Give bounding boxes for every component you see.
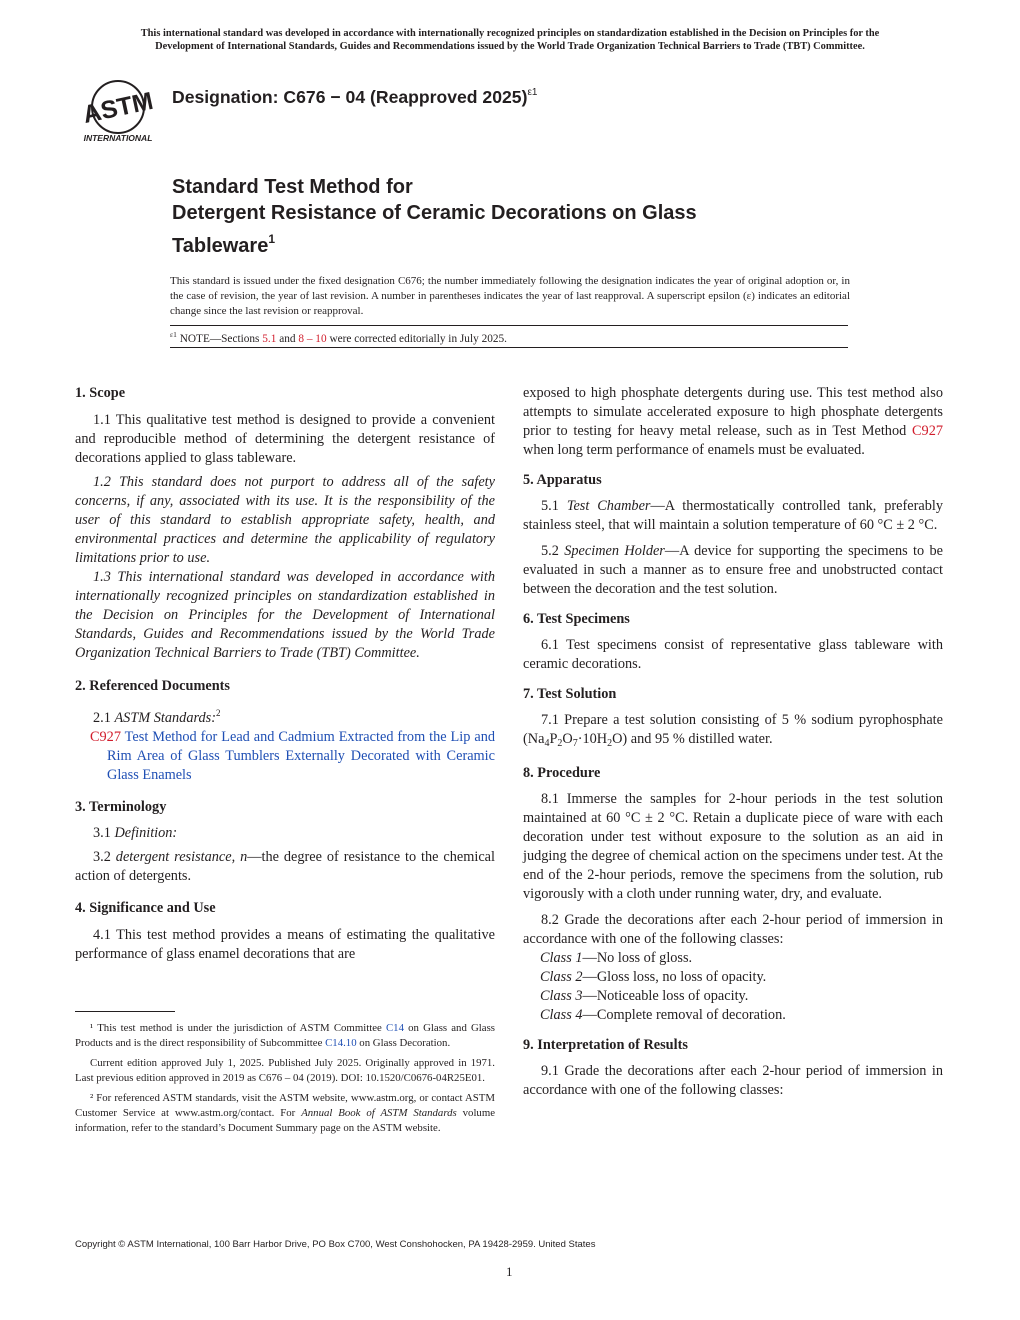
class-4-text: —Complete removal of decoration. bbox=[582, 1007, 786, 1023]
para-9-1: 9.1 Grade the decorations after each 2-hour period of immersion in accordance with one of the following classes: bbox=[523, 1063, 943, 1098]
class-1-text: —No loss of gloss. bbox=[582, 950, 693, 966]
class-4-label: Class 4 bbox=[540, 1007, 583, 1023]
footnote-1 bbox=[75, 1021, 495, 1051]
formula-p: P bbox=[549, 731, 558, 747]
footnote-edition: Current edition approved July 1, 2025. Published July 2025. Originally approved in 1971. Last previous edition approved in 2019 as C676 – 04 (2019). DOI: 10.1520/C0676-04R25E01. bbox=[75, 1057, 495, 1084]
section-7-heading: 7. Test Solution bbox=[523, 686, 617, 702]
reference-c927[interactable] bbox=[75, 728, 495, 785]
para-5-2 bbox=[523, 542, 943, 599]
section-9-heading: 9. Interpretation of Results bbox=[523, 1037, 688, 1053]
sub-o: 7 bbox=[572, 738, 578, 749]
class-2-label: Class 2 bbox=[540, 969, 583, 985]
footnote-divider bbox=[75, 1011, 175, 1012]
right-column bbox=[523, 384, 943, 1100]
fn1-link-c14[interactable]: C14 bbox=[385, 1022, 404, 1034]
divider-top bbox=[170, 325, 848, 326]
para-8-2: 8.2 Grade the decorations after each 2-hour period of immersion in accordance with one of the following classes: bbox=[523, 912, 943, 947]
class-item-3 bbox=[523, 987, 943, 1006]
para-2-1-sup: 2 bbox=[216, 708, 221, 718]
para-1-1: 1.1 This qualitative test method is designed to provide a convenient and reproducible method of determining the detergent resistance of decorations applied to glass tableware. bbox=[75, 412, 495, 466]
section-2-heading: 2. Referenced Documents bbox=[75, 678, 230, 694]
class-3-text: —Noticeable loss of opacity. bbox=[582, 988, 749, 1004]
section-6-heading: 6. Test Specimens bbox=[523, 611, 630, 627]
para-4-1: 4.1 This test method provides a means of estimating the qualitative performance of glass enamel decorations that are bbox=[75, 926, 495, 962]
fn2-italic: Annual Book of ASTM Standards bbox=[301, 1107, 457, 1119]
para-5-2-text: —A device for supporting the specimens to be evaluated in such a manner as to ensure free and unobstructed contact between the decoration and the test solution. bbox=[523, 543, 944, 597]
title-line-1: Standard Test Method for bbox=[172, 176, 413, 198]
sub-na: 4 bbox=[544, 738, 550, 749]
sub-h: 2 bbox=[607, 738, 613, 749]
section-5-heading: 5. Apparatus bbox=[523, 472, 602, 488]
para-3-2-num: 3.2 bbox=[93, 848, 111, 865]
para-7-1-b: O) and 95 % distilled water. bbox=[612, 731, 773, 747]
fn2-a: ² For referenced ASTM standards, visit the ASTM website, www.astm.org, or contact ASTM Customer Service at www.astm.org/contact. For bbox=[75, 1092, 495, 1119]
note-and: and bbox=[279, 332, 296, 345]
title-line-3-text: Tableware bbox=[172, 235, 269, 257]
divider-bottom bbox=[170, 347, 848, 348]
notice-line-2: Development of International Standards, Guides and Recommendations issued by the World Trade Organization Technical Barriers to Trade (TBT) Committee. bbox=[155, 41, 865, 52]
page-number: 1 bbox=[506, 1264, 513, 1279]
section-4-heading: 4. Significance and Use bbox=[75, 899, 216, 916]
para-4-1-continued bbox=[523, 384, 943, 460]
footnote-2 bbox=[75, 1091, 495, 1136]
para-5-2-term: Specimen Holder bbox=[564, 543, 665, 559]
c927-link[interactable]: C927 bbox=[912, 423, 943, 439]
note-link-5-1[interactable]: 5.1 bbox=[262, 332, 277, 345]
fn1-c: on Glass Decoration. bbox=[359, 1037, 451, 1049]
left-column bbox=[75, 384, 495, 964]
para-5-2-num: 5.2 bbox=[541, 543, 559, 559]
para-3-2-def: —the degree of resistance to the chemical action of detergents. bbox=[75, 848, 495, 884]
para-3-2 bbox=[75, 848, 495, 886]
class-2-text: —Gloss loss, no loss of opacity. bbox=[582, 969, 767, 985]
para-5-1-term: Test Chamber bbox=[566, 498, 651, 514]
para-7-1-a: 7.1 Prepare a test solution consisting of 5 % sodium pyrophosphate (Na bbox=[523, 712, 943, 747]
para-7-1 bbox=[523, 711, 943, 753]
para-5-1-num: 5.1 bbox=[541, 498, 559, 514]
para-6-1: 6.1 Test specimens consist of representative glass tableware with ceramic decorations. bbox=[523, 637, 943, 672]
section-1-heading: 1. Scope bbox=[75, 385, 126, 401]
document-title bbox=[172, 174, 892, 259]
fn1-a: ¹ This test method is under the jurisdiction of ASTM Committee bbox=[90, 1022, 382, 1034]
issuance-statement: This standard is issued under the fixed designation C676; the number immediately following the designation indicates the year of original adoption or, in the case of revision, the year of last revision. A number in parentheses indicates the year of last reapproval. A superscript epsilon (ε) indicates an editorial change since the last revision or reapproval. bbox=[170, 275, 850, 317]
class-item-4 bbox=[523, 1006, 943, 1025]
consensus-notice bbox=[60, 27, 960, 53]
para-1-2: 1.2 This standard does not purport to address all of the safety concerns, if any, associated with its use. It is the responsibility of the user of this standard to establish appropriate safety, health, and environmental practices and determine the applicability of regulatory limitations prior to use. bbox=[75, 474, 495, 566]
designation bbox=[172, 87, 537, 108]
section-8-heading: 8. Procedure bbox=[523, 765, 601, 781]
note-prefix: NOTE—Sections bbox=[179, 332, 260, 345]
note-link-8-10[interactable]: 8 – 10 bbox=[298, 332, 327, 345]
ref-title-link[interactable]: Test Method for Lead and Cadmium Extracted from the Lip and Rim Area of Glass Tumblers Externally Decorated with Ceramic Glass Enamels bbox=[107, 728, 495, 783]
notice-line-1: This international standard was developed in accordance with internationally recognized principles on standardization established in the Decision on Principles for the bbox=[140, 28, 880, 39]
class-item-1 bbox=[523, 949, 943, 968]
sub-p: 2 bbox=[557, 738, 563, 749]
class-1-label: Class 1 bbox=[540, 950, 583, 966]
formula-o: O bbox=[562, 731, 573, 747]
title-footnote-mark: 1 bbox=[268, 232, 276, 246]
para-5-1 bbox=[523, 497, 943, 535]
designation-epsilon: ε1 bbox=[527, 87, 538, 98]
ref-code-link[interactable]: C927 bbox=[90, 728, 121, 745]
class-item-2 bbox=[523, 968, 943, 987]
formula-h: ·10H bbox=[577, 731, 608, 747]
fn2-b: volume information, refer to the standard’s Document Summary page on the ASTM website. bbox=[75, 1107, 496, 1134]
logo-subtext: INTERNATIONAL bbox=[83, 133, 153, 143]
copyright-line: Copyright © ASTM International, 100 Barr Harbor Drive, PO Box C700, West Conshohocken, PA 19428-2959. United States bbox=[75, 1239, 596, 1250]
title-line-2: Detergent Resistance of Ceramic Decorations on Glass bbox=[172, 202, 697, 224]
para-3-2-term: detergent resistance, n bbox=[115, 848, 248, 865]
para-3-1-label: Definition: bbox=[114, 824, 178, 841]
designation-text: Designation: C676 − 04 (Reapproved 2025) bbox=[172, 87, 528, 107]
note-suffix: were corrected editorially in July 2025. bbox=[329, 332, 507, 345]
title-line-3 bbox=[172, 226, 892, 259]
para-3-1-num: 3.1 bbox=[93, 824, 111, 841]
fn1-b: on Glass and Glass Products and is the direct responsibility of Subcommittee bbox=[75, 1022, 496, 1049]
para-4-1-cont-a: exposed to high phosphate detergents during use. This test method also attempts to simulate accelerated exposure to high phosphate detergents prior to testing for heavy metal release, such as in Test Method bbox=[523, 385, 943, 439]
footnotes bbox=[75, 1021, 495, 1136]
para-8-1: 8.1 Immerse the samples for 2-hour periods in the test solution maintained at 60 °C ± 2 °C. Retain a duplicate piece of ware with each decoration under test without exposure to the solution as an aid in judging the degree of chemical action on the specimens under test. At the end of the 2-hour periods, remove the specimens from the solution, rub vigorously with a cloth under running water, dry, and evaluate. bbox=[523, 791, 943, 902]
class-3-label: Class 3 bbox=[540, 988, 583, 1004]
editorial-note bbox=[170, 330, 507, 345]
section-3-heading: 3. Terminology bbox=[75, 798, 167, 815]
para-2-1 bbox=[75, 704, 495, 728]
para-2-1-num: 2.1 bbox=[93, 709, 111, 726]
para-4-1-cont-b: when long term performance of enamels must be evaluated. bbox=[523, 442, 865, 458]
logo-text: ASTM bbox=[80, 86, 156, 130]
para-3-1 bbox=[75, 824, 495, 843]
note-epsilon: ε1 bbox=[170, 330, 177, 339]
astm-logo bbox=[70, 78, 166, 144]
para-2-1-label: ASTM Standards: bbox=[114, 709, 216, 726]
para-1-3: 1.3 This international standard was developed in accordance with internationally recognized principles on standardization established in the Decision on Principles for the Development of International Standards, Guides and Recommendations issued by the World Trade Organization Technical Barriers to Trade (TBT) Committee. bbox=[75, 569, 495, 661]
para-5-1-text: —A thermostatically controlled tank, preferably stainless steel, that will maintain a solution temperature of 60 °C ± 2 °C. bbox=[523, 498, 944, 533]
fn1-link-c14-10[interactable]: C14.10 bbox=[325, 1037, 357, 1049]
